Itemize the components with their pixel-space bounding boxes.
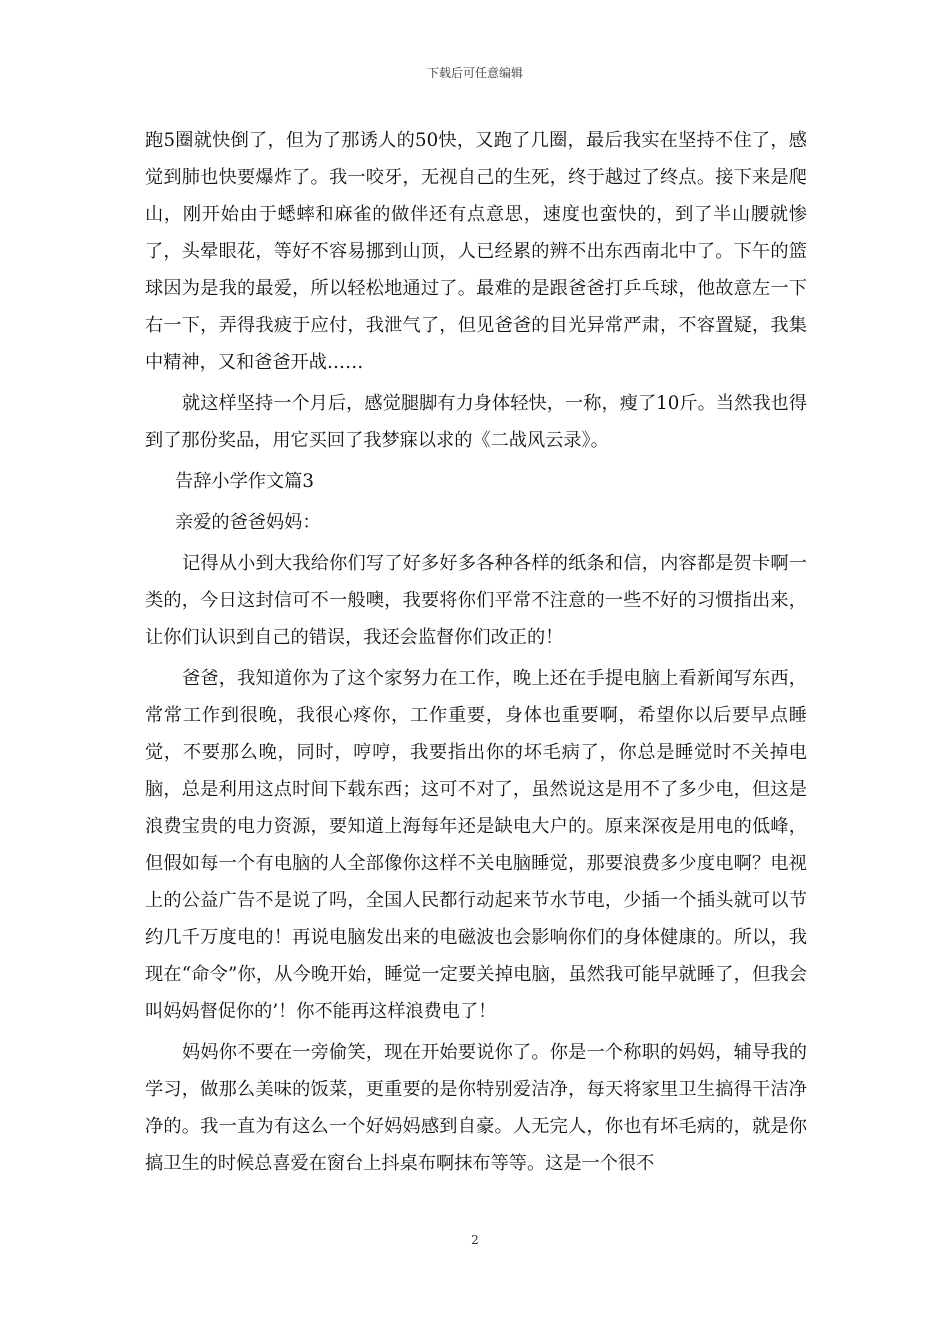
- paragraph-letter-intro: 记得从小到大我给你们写了好多好多各种各样的纸条和信，内容都是贺卡啊一类的，今日这封信可不一般噢，我要将你们平常不注意的一些不好的习惯指出来，让你们认识到自己的错误，我还会监督你们改正的！: [145, 553, 807, 648]
- document-body: [145, 122, 807, 1186]
- paragraph-to-mom: 妈妈你不要在一旁偷笑，现在开始要说你了。你是一个称职的妈妈，辅导我的学习，做那么美味的饭菜，更重要的是你特别爱洁净，每天将家里卫生搞得干洁净净的。我一直为有这么一个好妈妈感到自豪。人无完人，你也有坏毛病的，就是你搞卫生的时候总喜爱在窗台上抖桌布啊抹布等等。这是一个很不: [145, 1042, 807, 1174]
- paragraph-running-story: 跑5圈就快倒了，但为了那诱人的50快，又跑了几圈，最后我实在坚持不住了，感觉到肺也快要爆炸了。我一咬牙，无视自己的生死，终于越过了终点。接下来是爬山，刚开始由于蟋蟀和麻雀的做伴还有点意思，速度也蛮快的，到了半山腰就惨了，头晕眼花，等好不容易挪到山顶，人已经累的辨不出东西南北中了。下午的篮球因为是我的最爱，所以轻松地通过了。最难的是跟爸爸打乒乓球，他故意左一下右一下，弄得我疲于应付，我泄气了，但见爸爸的目光异常严肃，不容置疑，我集中精神，又和爸爸开战……: [145, 130, 807, 373]
- essay-title: 告辞小学作文篇3: [175, 471, 314, 492]
- page-header: 下载后可任意编辑: [426, 66, 523, 80]
- page-number: 2: [471, 1233, 479, 1247]
- paragraph-result: 就这样坚持一个月后，感觉腿脚有力身体轻快，一称，瘦了10斤。当然我也得到了那份奖品，用它买回了我梦寐以求的《二战风云录》。: [145, 393, 807, 451]
- letter-salutation: 亲爱的爸爸妈妈：: [175, 512, 321, 533]
- paragraph-to-dad: 爸爸，我知道你为了这个家努力在工作，晚上还在手提电脑上看新闻写东西，常常工作到很晚，我很心疼你，工作重要，身体也重要啊，希望你以后要早点睡觉，不要那么晚，同时，哼哼，我要指出你的坏毛病了，你总是睡觉时不关掉电脑，总是利用这点时间下载东西；这可不对了，虽然说这是用不了多少电，但这是浪费宝贵的电力资源，要知道上海每年还是缺电大户的。原来深夜是用电的低峰，但假如每一个有电脑的人全部像你这样不关电脑睡觉，那要浪费多少度电啊？电视上的公益广告不是说了吗，全国人民都行动起来节水节电，少插一个插头就可以节约几千万度电的！再说电脑发出来的电磁波也会影响你们的身体健康的。所以，我现在“命令”你，从今晚开始，睡觉一定要关掉电脑，虽然我可能早就睡了，但我会叫妈妈督促你的’！你不能再这样浪费电了！: [145, 668, 807, 1022]
